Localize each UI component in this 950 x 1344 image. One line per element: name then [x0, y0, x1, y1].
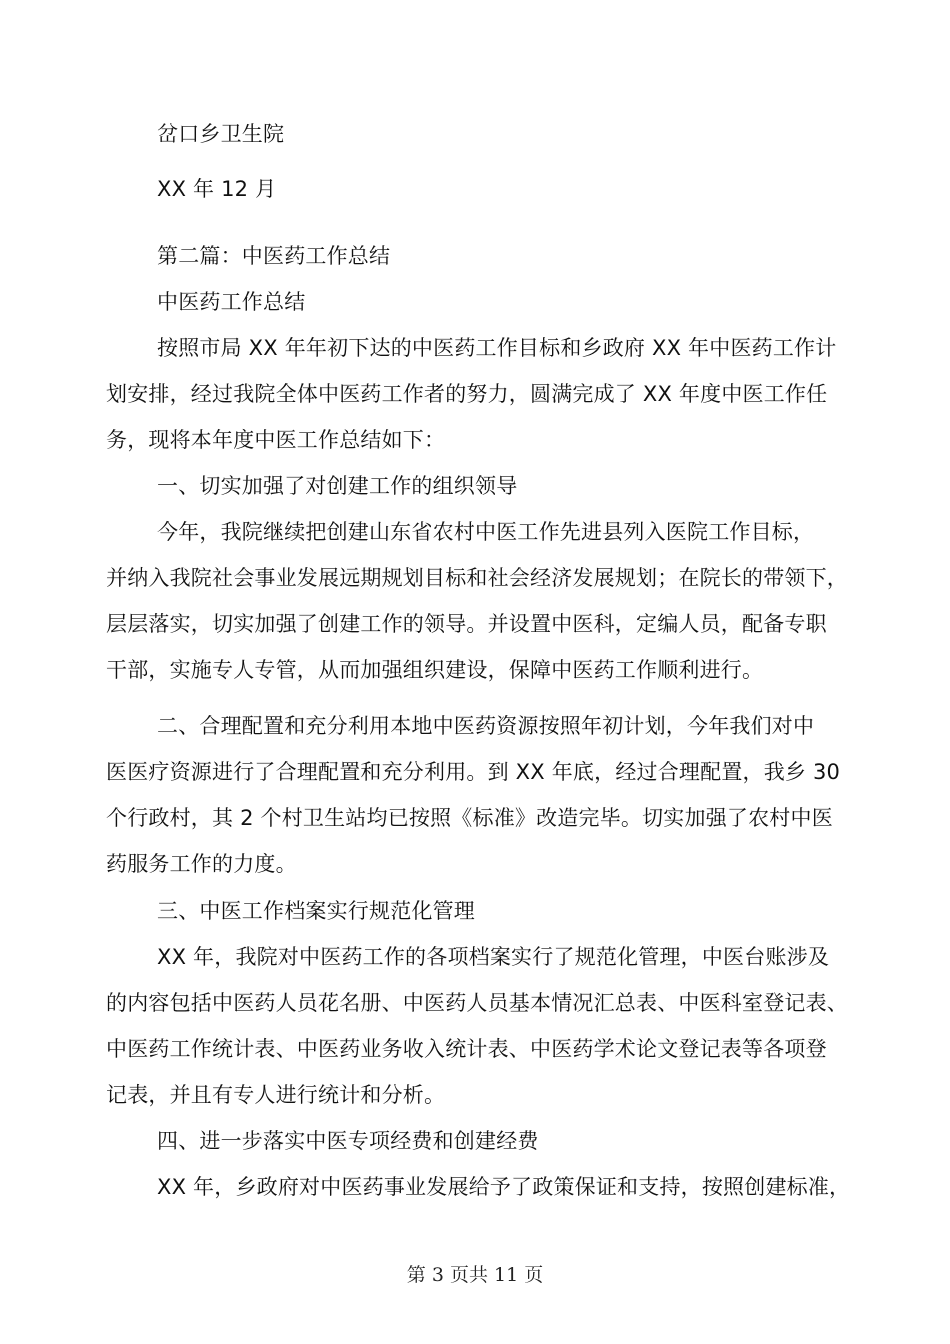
document-title: 中医药工作总结	[157, 290, 306, 314]
paragraph-3-line-3: 中医药工作统计表、中医药业务收入统计表、中医药学术论文登记表等各项登	[106, 1037, 827, 1061]
paragraph-1-line-1: 今年，我院继续把创建山东省农村中医工作先进县列入医院工作目标，	[157, 520, 815, 544]
intro-line-2: 划安排，经过我院全体中医药工作者的努力，圆满完成了 XX 年度中医工作任	[106, 382, 828, 406]
paragraph-2-line-2: 医医疗资源进行了合理配置和充分利用。到 XX 年底，经过合理配置，我乡 30	[106, 760, 841, 784]
section-heading-3: 三、中医工作档案实行规范化管理	[157, 899, 475, 923]
paragraph-4-line-1: XX 年，乡政府对中医药事业发展给予了政策保证和支持，按照创建标准，	[157, 1175, 851, 1199]
section-heading-4: 四、进一步落实中医专项经费和创建经费	[157, 1129, 539, 1153]
paragraph-3-line-4: 记表，并且有专人进行统计和分析。	[106, 1083, 446, 1107]
paragraph-1-line-2: 并纳入我院社会事业发展远期规划目标和社会经济发展规划；在院长的带领下，	[106, 566, 848, 590]
signature-date: XX 年 12 月	[157, 177, 277, 201]
intro-line-3: 务，现将本年度中医工作总结如下：	[106, 428, 446, 452]
paragraph-3-line-1: XX 年，我院对中医药工作的各项档案实行了规范化管理，中医台账涉及	[157, 945, 830, 969]
paragraph-2-line-1: 二、合理配置和充分利用本地中医药资源按照年初计划，今年我们对中	[157, 714, 815, 738]
paragraph-2-line-4: 药服务工作的力度。	[106, 852, 297, 876]
section-heading-1: 一、切实加强了对创建工作的组织领导	[157, 474, 518, 498]
intro-line-1: 按照市局 XX 年年初下达的中医药工作目标和乡政府 XX 年中医药工作计	[157, 336, 837, 360]
paragraph-1-line-3: 层层落实，切实加强了创建工作的领导。并设置中医科，定编人员，配备专职	[106, 612, 827, 636]
paragraph-2-line-3: 个行政村，其 2 个村卫生站均已按照《标准》改造完毕。切实加强了农村中医	[106, 806, 833, 830]
signature-org: 岔口乡卫生院	[157, 122, 285, 146]
paragraph-1-line-4: 干部，实施专人专管，从而加强组织建设，保障中医药工作顺利进行。	[106, 658, 764, 682]
part-heading: 第二篇：中医药工作总结	[157, 244, 391, 268]
paragraph-3-line-2: 的内容包括中医药人员花名册、中医药人员基本情况汇总表、中医科室登记表、	[106, 991, 848, 1015]
page-number-footer: 第 3 页共 11 页	[406, 1264, 544, 1286]
